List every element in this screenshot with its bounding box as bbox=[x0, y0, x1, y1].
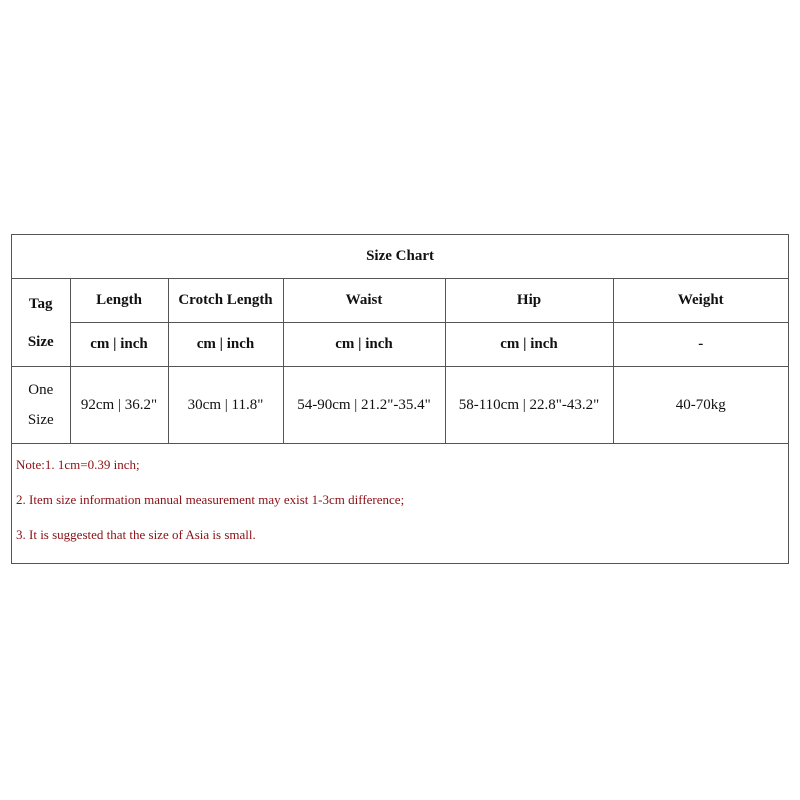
column-header-hip: Hip bbox=[445, 279, 613, 323]
unit-hip: cm | inch bbox=[445, 323, 613, 367]
note-1: Note:1. 1cm=0.39 inch; bbox=[16, 457, 140, 472]
header-row bbox=[12, 279, 788, 323]
column-header-weight: Weight bbox=[613, 279, 788, 323]
unit-length: cm | inch bbox=[70, 323, 168, 367]
unit-waist: cm | inch bbox=[283, 323, 445, 367]
value-crotch-length: 30cm | 11.8" bbox=[168, 367, 283, 444]
value-waist: 54-90cm | 21.2"-35.4" bbox=[283, 367, 445, 444]
value-weight: 40-70kg bbox=[613, 367, 788, 444]
column-header-crotch-length: Crotch Length bbox=[168, 279, 283, 323]
unit-crotch-length: cm | inch bbox=[168, 323, 283, 367]
tag-size-header bbox=[12, 279, 70, 367]
size-chart bbox=[11, 234, 789, 564]
value-hip: 58-110cm | 22.8"-43.2" bbox=[445, 367, 613, 444]
chart-title: Size Chart bbox=[12, 235, 788, 279]
size-table bbox=[12, 235, 788, 444]
value-length: 92cm | 36.2" bbox=[70, 367, 168, 444]
size-name-cell bbox=[12, 367, 70, 444]
size-label: Size bbox=[27, 333, 54, 350]
size-name-line2: Size bbox=[27, 412, 54, 428]
table-row bbox=[12, 367, 788, 444]
tag-label: Tag bbox=[28, 295, 53, 312]
unit-weight: - bbox=[613, 323, 788, 367]
note-3: 3. It is suggested that the size of Asia is small. bbox=[16, 527, 256, 542]
column-header-waist: Waist bbox=[283, 279, 445, 323]
note-2: 2. Item size information manual measurement may exist 1-3cm difference; bbox=[16, 492, 405, 507]
unit-row bbox=[12, 323, 788, 367]
column-header-length: Length bbox=[70, 279, 168, 323]
size-name-line1: One bbox=[28, 382, 54, 398]
